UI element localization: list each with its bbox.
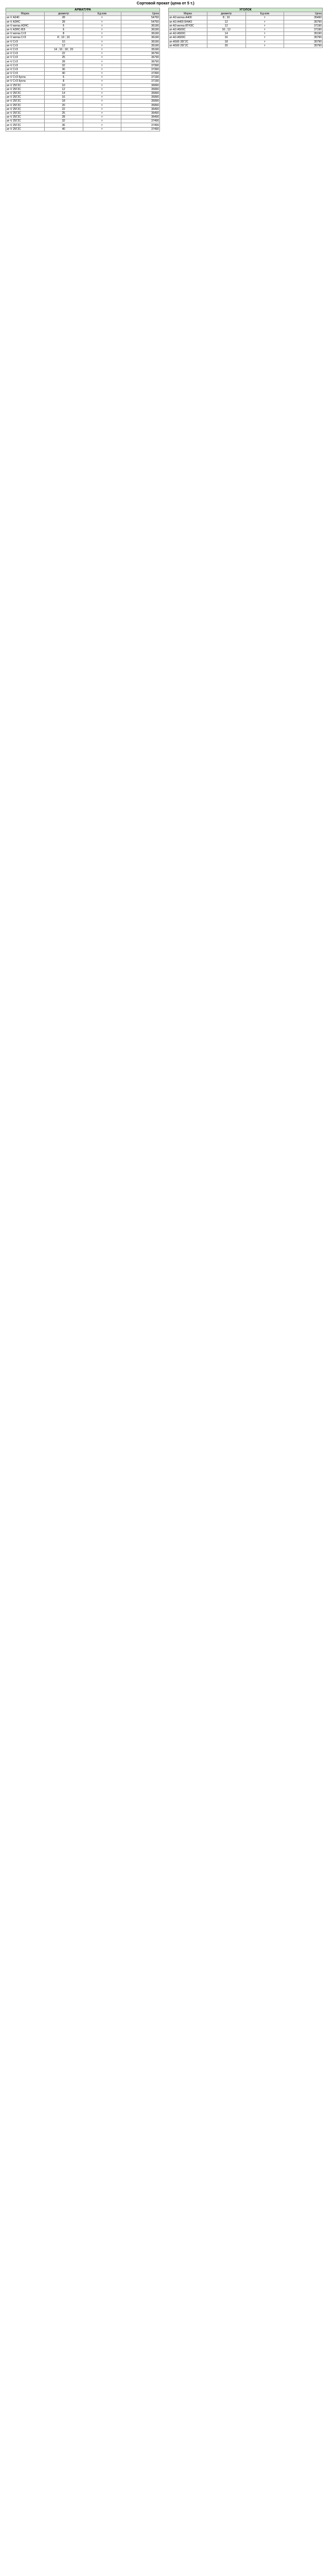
right-column bbox=[168, 8, 323, 48]
table-row bbox=[6, 99, 160, 103]
table-row bbox=[169, 32, 323, 36]
table-cell: 8 ; 10 bbox=[207, 16, 245, 20]
table-cell: 54760 bbox=[121, 16, 160, 20]
table-cell: 36190 bbox=[121, 32, 160, 36]
table-cell: ат-V СтЗ bbox=[6, 40, 45, 44]
table-row bbox=[6, 32, 160, 36]
table-cell: ат-V 25Г2С bbox=[6, 119, 45, 123]
table-row bbox=[6, 20, 160, 24]
table-cell: ат-V мотка АЗНС bbox=[6, 24, 45, 28]
table-cell: т bbox=[245, 24, 284, 28]
page-title: Сортовой прокат (цена от 5 т.) bbox=[136, 2, 195, 6]
table-cell: т bbox=[83, 44, 121, 48]
table-cell: т bbox=[245, 44, 284, 48]
table-cell: ат-V СтЗ бухта bbox=[6, 76, 45, 80]
table-row bbox=[169, 44, 323, 48]
table-row bbox=[6, 28, 160, 31]
table-row bbox=[169, 36, 323, 40]
table-cell: 37390 bbox=[121, 67, 160, 71]
table-cell: ат-V 25Г2С bbox=[6, 91, 45, 95]
table-cell: 18 bbox=[207, 40, 245, 44]
table-cell: 36190 bbox=[121, 36, 160, 40]
table-row bbox=[6, 16, 160, 20]
table-cell: 35990 bbox=[121, 103, 160, 107]
column-header: Цена bbox=[284, 12, 323, 16]
table-cell: ат-V СтЗ bbox=[6, 67, 45, 71]
section-heading: УГОЛОК bbox=[169, 8, 323, 12]
table-row bbox=[6, 24, 160, 28]
table-cell: ат-А3 А400 БНАО bbox=[169, 20, 207, 24]
column-header: диаметр bbox=[207, 12, 245, 16]
table-cell: т bbox=[83, 60, 121, 64]
table-cell: ат-А3 мотка 8ГНЗС bbox=[169, 24, 207, 28]
table-cell: 16 ; 12 bbox=[207, 28, 245, 31]
table-cell: ат-V А240 bbox=[6, 16, 45, 20]
table-cell: ат-А3 А500С bbox=[169, 36, 207, 40]
table-cell: 12 bbox=[207, 24, 245, 28]
table-cell: 37490 bbox=[121, 119, 160, 123]
table-cell: ат-А3 А500С bbox=[169, 32, 207, 36]
table-cell: 12 bbox=[44, 44, 83, 48]
table-cell: 10 bbox=[44, 83, 83, 87]
table-cell: 37490 bbox=[121, 127, 160, 131]
table-row bbox=[6, 60, 160, 64]
table-cell: ат-V СтЗ бухта bbox=[6, 80, 45, 83]
table-row bbox=[6, 67, 160, 71]
table-cell: ат-V СтЗ bbox=[6, 44, 45, 48]
table-cell: ат-V мотка СтЗ bbox=[6, 32, 45, 36]
table-cell: 35990 bbox=[121, 87, 160, 91]
table-cell: ат-V 25Г2С bbox=[6, 87, 45, 91]
table-cell: 37490 bbox=[121, 123, 160, 127]
table-cell: т bbox=[83, 72, 121, 76]
table-cell: т bbox=[83, 127, 121, 131]
table-cell: ат-V СтЗ bbox=[6, 52, 45, 56]
table-cell: т bbox=[245, 20, 284, 24]
table-row bbox=[6, 87, 160, 91]
table-row bbox=[169, 40, 323, 44]
table-cell: 6 bbox=[44, 76, 83, 80]
table-cell: 12 bbox=[207, 20, 245, 24]
table-row bbox=[6, 119, 160, 123]
table-cell: 22 bbox=[44, 52, 83, 56]
table-cell: 28 bbox=[44, 115, 83, 119]
table-cell: 37190 bbox=[284, 28, 323, 31]
table-cell: 35790 bbox=[284, 44, 323, 48]
table-cell: 28 bbox=[44, 20, 83, 24]
table-cell: ат-А3 А500С bbox=[169, 28, 207, 31]
table-cell: т bbox=[83, 80, 121, 83]
table-cell: 32 bbox=[44, 64, 83, 67]
table-cell: 35490 bbox=[284, 16, 323, 20]
table-cell: т bbox=[245, 32, 284, 36]
table-cell: 18 bbox=[44, 99, 83, 103]
table-cell: 28 bbox=[44, 16, 83, 20]
table-row bbox=[169, 16, 323, 20]
table-cell: 14 bbox=[44, 91, 83, 95]
table-cell: 36490 bbox=[121, 115, 160, 119]
table-cell: т bbox=[83, 103, 121, 107]
table-cell: ат-А500 25Г2С bbox=[169, 44, 207, 48]
table-row bbox=[6, 91, 160, 95]
price-table bbox=[168, 8, 323, 48]
table-row bbox=[6, 36, 160, 40]
price-table bbox=[6, 8, 160, 131]
table-cell: 28 bbox=[44, 60, 83, 64]
table-cell: 25 bbox=[44, 111, 83, 115]
table-row bbox=[6, 80, 160, 83]
column-header-row bbox=[6, 12, 160, 16]
table-cell: 36790 bbox=[121, 60, 160, 64]
table-cell: ат-V 25Г2С bbox=[6, 123, 45, 127]
table-cell: ат-V СтЗ bbox=[6, 60, 45, 64]
table-cell: т bbox=[83, 99, 121, 103]
column-header: Ед.изм bbox=[83, 12, 121, 16]
table-row bbox=[6, 123, 160, 127]
section-heading: АРМАТУРА bbox=[6, 8, 160, 12]
table-cell: т bbox=[83, 32, 121, 36]
table-cell: 40 bbox=[44, 127, 83, 131]
table-cell: 14 ; 16 ; 18 ; 20 bbox=[44, 48, 83, 51]
column-header: диаметр bbox=[44, 12, 83, 16]
table-cell: 8 bbox=[44, 80, 83, 83]
table-cell: 40 bbox=[44, 72, 83, 76]
table-cell: ат-V 25Г2С bbox=[6, 127, 45, 131]
table-cell: 10 bbox=[44, 40, 83, 44]
table-row bbox=[6, 115, 160, 119]
table-cell: 35790 bbox=[284, 20, 323, 24]
table-cell: 22 bbox=[44, 107, 83, 111]
table-cell: 36990 bbox=[121, 83, 160, 87]
table-cell: 37190 bbox=[284, 24, 323, 28]
table-cell: т bbox=[83, 87, 121, 91]
table-cell: ат-V 25Г2С bbox=[6, 103, 45, 107]
table-cell: т bbox=[83, 24, 121, 28]
column-header: Ед.изм bbox=[245, 12, 284, 16]
column-header-row bbox=[169, 12, 323, 16]
table-cell: 20 bbox=[44, 103, 83, 107]
table-cell: 37190 bbox=[121, 76, 160, 80]
table-row bbox=[6, 44, 160, 48]
table-cell: ат-V СтЗ bbox=[6, 56, 45, 60]
table-cell: 36190 bbox=[121, 24, 160, 28]
table-cell: т bbox=[83, 52, 121, 56]
table-cell: т bbox=[83, 28, 121, 31]
table-cell: т bbox=[83, 20, 121, 24]
table-cell: 35190 bbox=[121, 48, 160, 51]
table-cell: ат-V мотка СтЗ bbox=[6, 36, 45, 40]
table-cell: 36490 bbox=[121, 107, 160, 111]
table-cell: 37190 bbox=[121, 80, 160, 83]
table-cell: 36790 bbox=[121, 52, 160, 56]
table-cell: 36190 bbox=[121, 28, 160, 31]
table-cell: т bbox=[245, 40, 284, 44]
table-row bbox=[6, 127, 160, 131]
table-cell: т bbox=[83, 115, 121, 119]
table-cell: 35990 bbox=[121, 99, 160, 103]
table-cell: ат-А3 мотка А400 bbox=[169, 16, 207, 20]
table-row bbox=[6, 111, 160, 115]
table-cell: 36190 bbox=[121, 40, 160, 44]
table-cell: ат-V АЗНС bbox=[6, 20, 45, 24]
table-cell: 8 ; 10 ; 10 bbox=[44, 36, 83, 40]
column-header: Марка bbox=[6, 12, 45, 16]
table-cell: 36 bbox=[44, 67, 83, 71]
column-header: Цена bbox=[121, 12, 160, 16]
table-row bbox=[6, 83, 160, 87]
table-row bbox=[6, 103, 160, 107]
table-row bbox=[6, 107, 160, 111]
table-row bbox=[6, 52, 160, 56]
table-cell: т bbox=[83, 96, 121, 99]
table-cell: 35990 bbox=[121, 91, 160, 95]
table-cell: 37390 bbox=[121, 72, 160, 76]
table-cell: т bbox=[83, 76, 121, 80]
section-heading-row bbox=[169, 8, 323, 12]
table-row bbox=[6, 76, 160, 80]
table-cell: ат-V 25Г2С bbox=[6, 107, 45, 111]
table-cell: ат-V 25Г2С bbox=[6, 115, 45, 119]
table-cell: 14 bbox=[207, 32, 245, 36]
column-header: Марка bbox=[169, 12, 207, 16]
table-row bbox=[6, 72, 160, 76]
table-row bbox=[6, 40, 160, 44]
table-cell: 16 bbox=[207, 36, 245, 40]
table-row bbox=[169, 24, 323, 28]
table-cell: 20 bbox=[207, 44, 245, 48]
table-cell: ат-V 25Г2С bbox=[6, 111, 45, 115]
table-cell: т bbox=[83, 119, 121, 123]
table-cell: 35790 bbox=[284, 40, 323, 44]
table-cell: т bbox=[83, 48, 121, 51]
table-cell: 37390 bbox=[121, 64, 160, 67]
table-cell: 35990 bbox=[121, 96, 160, 99]
table-cell: т bbox=[83, 111, 121, 115]
table-row bbox=[6, 48, 160, 51]
table-cell: 36 bbox=[44, 123, 83, 127]
table-cell: 25 bbox=[44, 56, 83, 60]
table-cell: ат-А500 35Г2С bbox=[169, 40, 207, 44]
table-cell: т bbox=[83, 91, 121, 95]
table-cell: 6 bbox=[44, 24, 83, 28]
table-cell: 12 bbox=[44, 87, 83, 91]
table-cell: т bbox=[245, 36, 284, 40]
left-column bbox=[6, 8, 160, 131]
table-cell: 35790 bbox=[284, 36, 323, 40]
table-cell: ат-V СтЗ bbox=[6, 72, 45, 76]
table-cell: 6 bbox=[44, 28, 83, 31]
table-cell: т bbox=[83, 83, 121, 87]
table-cell: 54760 bbox=[121, 20, 160, 24]
table-cell: 16 bbox=[44, 96, 83, 99]
table-cell: ат-V 25Г2С bbox=[6, 83, 45, 87]
table-cell: т bbox=[83, 16, 121, 20]
table-cell: 35190 bbox=[284, 32, 323, 36]
table-row bbox=[169, 28, 323, 31]
table-row bbox=[6, 96, 160, 99]
table-row bbox=[6, 64, 160, 67]
table-cell: 36490 bbox=[121, 111, 160, 115]
table-cell: т bbox=[83, 123, 121, 127]
table-cell: ат-V 25Г2С bbox=[6, 99, 45, 103]
table-row bbox=[6, 56, 160, 60]
table-cell: 32 bbox=[44, 119, 83, 123]
table-cell: 36790 bbox=[121, 56, 160, 60]
table-cell: т bbox=[83, 67, 121, 71]
table-cell: т bbox=[83, 40, 121, 44]
table-row bbox=[169, 20, 323, 24]
table-cell: т bbox=[245, 28, 284, 31]
table-cell: т bbox=[83, 56, 121, 60]
table-cell: ат-V СтЗ bbox=[6, 64, 45, 67]
table-cell: т bbox=[83, 64, 121, 67]
table-cell: т bbox=[83, 107, 121, 111]
table-cell: ат-V АЗНС-ВЭ bbox=[6, 28, 45, 31]
table-cell: т bbox=[245, 16, 284, 20]
table-cell: 8 bbox=[44, 32, 83, 36]
section-heading-row bbox=[6, 8, 160, 12]
table-cell: 35190 bbox=[121, 44, 160, 48]
table-cell: т bbox=[83, 36, 121, 40]
table-cell: ат-V 25Г2С bbox=[6, 96, 45, 99]
table-cell: ат-V СтЗ bbox=[6, 48, 45, 51]
